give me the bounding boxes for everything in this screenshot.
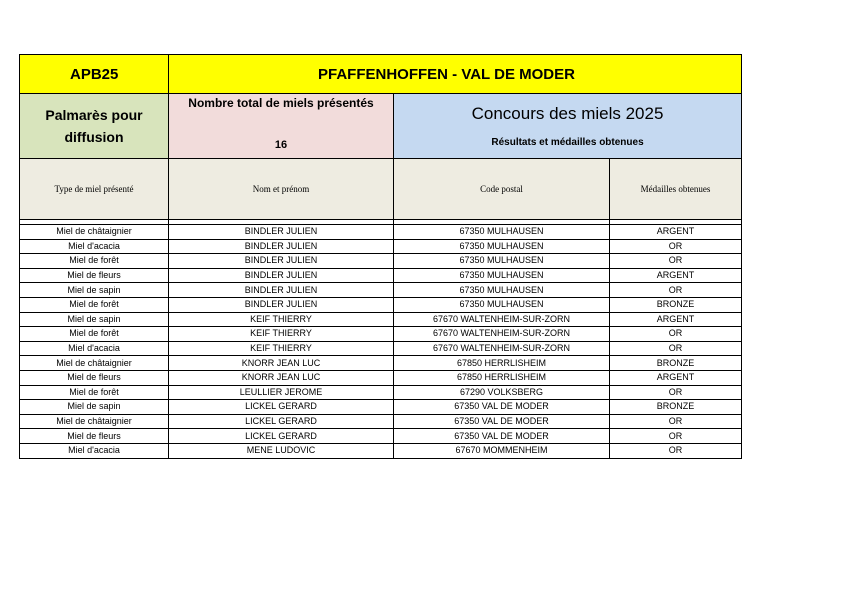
contest-title: Concours des miels 2025 bbox=[471, 104, 664, 123]
cell-name: BINDLER JULIEN bbox=[169, 254, 394, 269]
cell-type: Miel de sapin bbox=[20, 312, 169, 327]
cell-medal: BRONZE bbox=[610, 356, 742, 371]
cell-postal: 67350 VAL DE MODER bbox=[394, 429, 610, 444]
cell-postal: 67850 HERRLISHEIM bbox=[394, 356, 610, 371]
cell-postal: 67670 WALTENHEIM-SUR-ZORN bbox=[394, 327, 610, 342]
cell-postal: 67670 WALTENHEIM-SUR-ZORN bbox=[394, 341, 610, 356]
cell-type: Miel de forêt bbox=[20, 297, 169, 312]
cell-medal: ARGENT bbox=[610, 370, 742, 385]
column-header-row bbox=[20, 159, 742, 220]
cell-medal: OR bbox=[610, 429, 742, 444]
cell-type: Miel d'acacia bbox=[20, 341, 169, 356]
cell-medal: OR bbox=[610, 239, 742, 254]
cell-medal: ARGENT bbox=[610, 268, 742, 283]
cell-medal: OR bbox=[610, 443, 742, 458]
cell-name: KEIF THIERRY bbox=[169, 312, 394, 327]
cell-type: Miel de forêt bbox=[20, 385, 169, 400]
table-row bbox=[20, 268, 742, 283]
cell-postal: 67670 WALTENHEIM-SUR-ZORN bbox=[394, 312, 610, 327]
cell-type: Miel de fleurs bbox=[20, 268, 169, 283]
cell-name: BINDLER JULIEN bbox=[169, 297, 394, 312]
cell-type: Miel d'acacia bbox=[20, 239, 169, 254]
cell-medal: BRONZE bbox=[610, 297, 742, 312]
cell-name: BINDLER JULIEN bbox=[169, 225, 394, 240]
cell-postal: 67350 MULHAUSEN bbox=[394, 268, 610, 283]
table-row bbox=[20, 254, 742, 269]
cell-postal: 67670 MOMMENHEIM bbox=[394, 443, 610, 458]
cell-name: BINDLER JULIEN bbox=[169, 283, 394, 298]
cell-type: Miel de sapin bbox=[20, 400, 169, 415]
cell-type: Miel de forêt bbox=[20, 254, 169, 269]
cell-postal: 67350 MULHAUSEN bbox=[394, 239, 610, 254]
table-row bbox=[20, 370, 742, 385]
cell-medal: OR bbox=[610, 341, 742, 356]
cell-name: LICKEL GERARD bbox=[169, 400, 394, 415]
table-row bbox=[20, 312, 742, 327]
cell-name: KNORR JEAN LUC bbox=[169, 356, 394, 371]
cell-medal: OR bbox=[610, 414, 742, 429]
results-table bbox=[19, 54, 742, 459]
column-header-postal: Code postal bbox=[394, 159, 610, 220]
cell-medal: BRONZE bbox=[610, 400, 742, 415]
contest-cell bbox=[394, 94, 742, 159]
table-row bbox=[20, 327, 742, 342]
palmares-line1: Palmarès pour bbox=[45, 107, 143, 123]
cell-postal: 67350 MULHAUSEN bbox=[394, 283, 610, 298]
total-label: Nombre total de miels présentés bbox=[188, 96, 374, 110]
cell-name: KNORR JEAN LUC bbox=[169, 370, 394, 385]
cell-postal: 67350 MULHAUSEN bbox=[394, 254, 610, 269]
cell-type: Miel de sapin bbox=[20, 283, 169, 298]
table-row bbox=[20, 429, 742, 444]
table-row bbox=[20, 356, 742, 371]
location-title: PFAFFENHOFFEN - VAL DE MODER bbox=[169, 55, 742, 94]
cell-medal: ARGENT bbox=[610, 312, 742, 327]
cell-name: LICKEL GERARD bbox=[169, 429, 394, 444]
cell-type: Miel d'acacia bbox=[20, 443, 169, 458]
cell-medal: ARGENT bbox=[610, 225, 742, 240]
cell-name: LICKEL GERARD bbox=[169, 414, 394, 429]
org-code: APB25 bbox=[20, 55, 169, 94]
cell-medal: OR bbox=[610, 254, 742, 269]
cell-name: KEIF THIERRY bbox=[169, 341, 394, 356]
cell-name: LEULLIER JEROME bbox=[169, 385, 394, 400]
cell-medal: OR bbox=[610, 283, 742, 298]
cell-medal: OR bbox=[610, 385, 742, 400]
table-row bbox=[20, 400, 742, 415]
cell-type: Miel de châtaignier bbox=[20, 225, 169, 240]
cell-postal: 67350 VAL DE MODER bbox=[394, 414, 610, 429]
cell-postal: 67350 VAL DE MODER bbox=[394, 400, 610, 415]
cell-name: KEIF THIERRY bbox=[169, 327, 394, 342]
cell-type: Miel de châtaignier bbox=[20, 356, 169, 371]
info-row bbox=[20, 94, 742, 159]
title-row bbox=[20, 55, 742, 94]
results-sheet bbox=[19, 54, 740, 459]
cell-medal: OR bbox=[610, 327, 742, 342]
cell-name: BINDLER JULIEN bbox=[169, 239, 394, 254]
total-value: 16 bbox=[274, 139, 288, 151]
cell-postal: 67850 HERRLISHEIM bbox=[394, 370, 610, 385]
table-row bbox=[20, 385, 742, 400]
palmares-line2: diffusion bbox=[64, 129, 124, 145]
column-header-name: Nom et prénom bbox=[169, 159, 394, 220]
cell-type: Miel de châtaignier bbox=[20, 414, 169, 429]
palmares-cell bbox=[20, 94, 169, 159]
cell-name: BINDLER JULIEN bbox=[169, 268, 394, 283]
cell-type: Miel de fleurs bbox=[20, 429, 169, 444]
table-row bbox=[20, 297, 742, 312]
table-row bbox=[20, 341, 742, 356]
cell-type: Miel de forêt bbox=[20, 327, 169, 342]
cell-type: Miel de fleurs bbox=[20, 370, 169, 385]
table-row bbox=[20, 443, 742, 458]
cell-postal: 67350 MULHAUSEN bbox=[394, 297, 610, 312]
cell-postal: 67350 MULHAUSEN bbox=[394, 225, 610, 240]
contest-subtitle: Résultats et médailles obtenues bbox=[491, 137, 644, 148]
cell-name: MENE LUDOVIC bbox=[169, 443, 394, 458]
column-header-medal: Médailles obtenues bbox=[610, 159, 742, 220]
cell-postal: 67290 VOLKSBERG bbox=[394, 385, 610, 400]
total-cell bbox=[169, 94, 394, 159]
column-header-type: Type de miel présenté bbox=[20, 159, 169, 220]
table-row bbox=[20, 225, 742, 240]
table-row bbox=[20, 414, 742, 429]
table-row bbox=[20, 283, 742, 298]
table-row bbox=[20, 239, 742, 254]
